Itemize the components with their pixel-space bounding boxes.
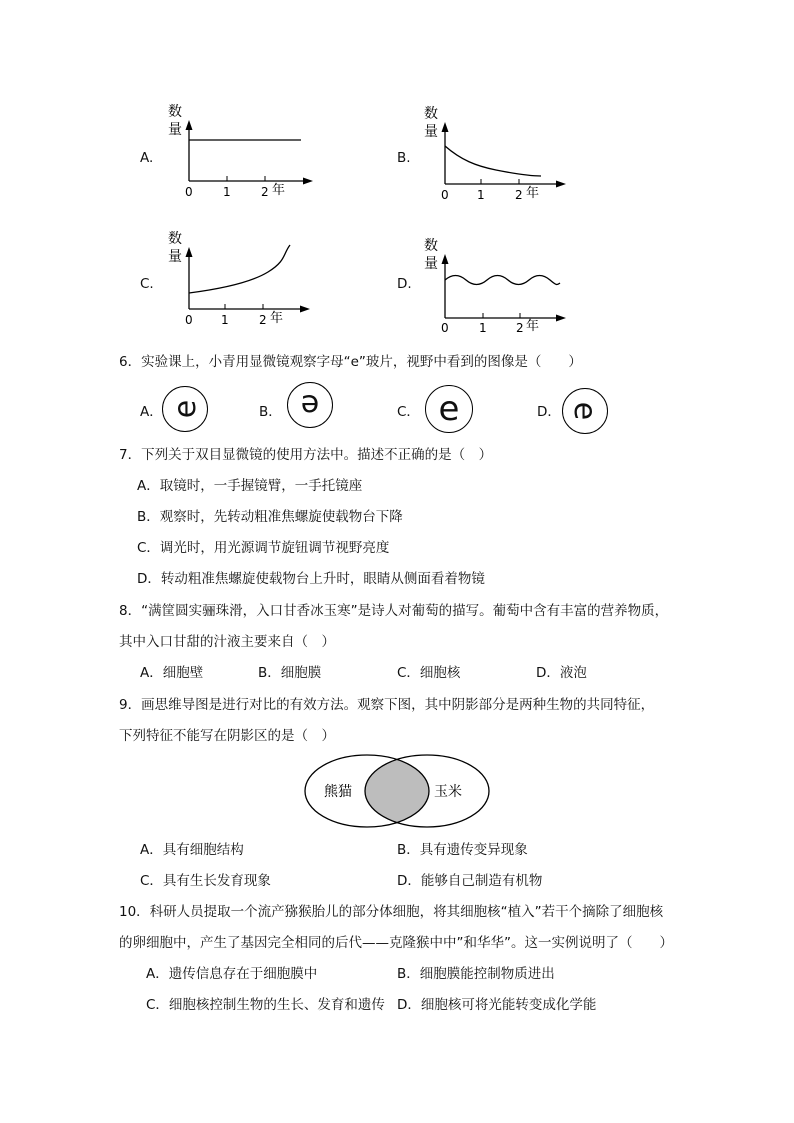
graph-c-curve [189, 245, 290, 293]
graph-b-tick-2: 2 [515, 188, 523, 202]
graph-d-curve [445, 276, 560, 285]
venn-right-label: 玉米 [434, 784, 462, 800]
graph-c-letter: C. [140, 276, 154, 292]
graph-c [160, 227, 320, 327]
graph-b-ylabel-2: 量 [424, 124, 438, 140]
graph-a [160, 100, 320, 200]
q9-option-d: D．能够自己制造有机物 [397, 873, 543, 889]
graph-a-ylabel-2: 量 [168, 122, 182, 138]
graph-c-tick-2: 2 [259, 313, 267, 327]
q9-option-a: A．具有细胞结构 [140, 842, 244, 858]
graph-a-xunit: 年 [272, 183, 286, 198]
q6-option-d-glyph: e [567, 401, 603, 421]
graph-d-tick-1: 1 [479, 321, 487, 334]
graph-c-xunit: 年 [270, 311, 284, 326]
q6-option-a-glyph: e [167, 399, 203, 419]
q7-option-b: B．观察时，先转动粗准焦螺旋使载物台下降 [137, 509, 403, 525]
graph-c-tick-1: 1 [221, 313, 229, 327]
q6-option-b-glyph: ə [300, 384, 320, 420]
graph-b-xunit: 年 [526, 186, 540, 201]
q10-option-c: C．细胞核控制生物的生长、发育和遗传 [146, 997, 385, 1013]
graph-d-letter: D. [397, 276, 412, 292]
q8-question-line-1: 8．“满筐圆实骊珠滑，入口甘香冰玉寒”是诗人对葡萄的描写。葡萄中含有丰富的营养物质， [119, 603, 669, 619]
q10-option-d: D．细胞核可将光能转变成化学能 [397, 997, 597, 1013]
q8-option-a: A．细胞壁 [140, 665, 204, 681]
q9-question-line-1: 9．画思维导图是进行对比的有效方法。观察下图，其中阴影部分是两种生物的共同特征， [119, 697, 655, 713]
q7-option-c: C．调光时，用光源调节旋钮调节视野亮度 [137, 540, 390, 556]
graph-b-tick-1: 1 [477, 188, 485, 202]
q6-option-d-circle [562, 388, 608, 434]
graph-d-tick-2: 2 [516, 321, 524, 334]
q6-option-d-letter: D． [537, 404, 561, 420]
graph-d-ylabel-2: 量 [424, 256, 438, 272]
graph-c-ylabel-2: 量 [168, 249, 182, 265]
q9-question-line-2: 下列特征不能写在阴影区的是（ ） [119, 728, 335, 744]
graph-b-curve [445, 146, 541, 176]
q10-question-line-2: 的卵细胞中，产生了基因完全相同的后代——克隆猴中中”和华华”。这一实例说明了（ ） [119, 935, 673, 951]
q8-question-line-2: 其中入口甘甜的汁液主要来自（ ） [119, 634, 335, 650]
q10-option-b: B．细胞膜能控制物质进出 [397, 966, 555, 982]
graph-d-tick-0: 0 [441, 321, 449, 334]
q6-option-a-circle [162, 386, 208, 432]
graph-a-tick-1: 1 [223, 185, 231, 199]
q9-option-b: B．具有遗传变异现象 [397, 842, 528, 858]
q8-option-b: B．细胞膜 [258, 665, 322, 681]
graph-a-letter: A. [140, 150, 154, 166]
q6-option-b-letter: B． [259, 404, 282, 420]
graph-c-tick-0: 0 [185, 313, 193, 327]
graph-b-letter: B. [397, 150, 411, 166]
q7-option-a: A．取镜时，一手握镜臂，一手托镜座 [137, 478, 363, 494]
q9-option-c: C．具有生长发育现象 [140, 873, 271, 889]
q6-option-c-glyph: e [438, 389, 460, 429]
q8-option-c: C．细胞核 [397, 665, 461, 681]
graph-b [416, 102, 576, 202]
graph-a-ylabel-1: 数 [168, 104, 182, 120]
q6-option-c-circle [425, 385, 473, 433]
graph-d-ylabel-1: 数 [424, 238, 438, 254]
q10-option-a: A．遗传信息存在于细胞膜中 [146, 966, 318, 982]
graph-d-xunit: 年 [526, 319, 540, 334]
graph-a-tick-0: 0 [185, 185, 193, 199]
q7-option-d: D．转动粗准焦螺旋使载物台上升时，眼睛从侧面看着物镜 [137, 571, 485, 587]
graph-b-tick-0: 0 [441, 188, 449, 202]
q6-option-b-circle [287, 382, 333, 428]
q10-question-line-1: 10．科研人员提取一个流产猕猴胎儿的部分体细胞，将其细胞核“植入”若干个摘除了细胞核 [119, 904, 664, 920]
graph-a-tick-2: 2 [261, 185, 269, 199]
venn-left-label: 熊猫 [324, 784, 352, 800]
q6-option-c-letter: C． [397, 404, 420, 420]
q8-option-d: D．液泡 [536, 665, 587, 681]
q7-question: 7．下列关于双目显微镜的使用方法中。描述不正确的是（ ） [119, 447, 493, 463]
q6-option-a-letter: A． [140, 404, 163, 420]
q6-question: 6．实验课上，小青用显微镜观察字母“e”玻片，视野中看到的图像是（ ） [119, 354, 582, 370]
venn-diagram [300, 752, 494, 832]
graph-d [416, 234, 576, 334]
graph-c-ylabel-1: 数 [168, 231, 182, 247]
graph-b-ylabel-1: 数 [424, 106, 438, 122]
